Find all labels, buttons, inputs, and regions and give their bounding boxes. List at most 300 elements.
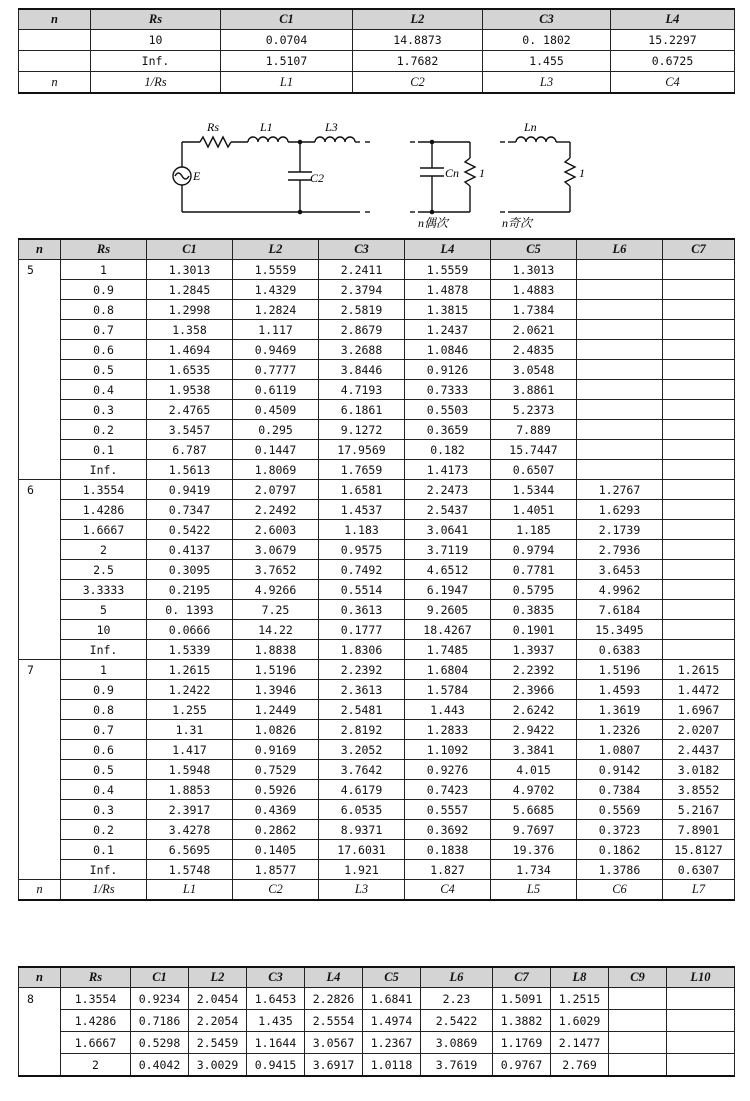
table-cell: 1.1769 xyxy=(493,1032,551,1054)
header-cell: L4 xyxy=(405,239,491,260)
table-cell: 0.1 xyxy=(61,840,147,860)
table-cell: 1.6841 xyxy=(363,988,421,1010)
table-cell: 1.1092 xyxy=(405,740,491,760)
table-cell: 1.3619 xyxy=(577,700,663,720)
table-cell: 15.8127 xyxy=(663,840,735,860)
n-cell: 8 xyxy=(19,988,61,1010)
footer-cell: L3 xyxy=(483,72,611,94)
table-cell xyxy=(663,420,735,440)
table-cell: 2.0454 xyxy=(189,988,247,1010)
table-cell xyxy=(663,500,735,520)
table-cell xyxy=(609,1054,667,1077)
table-cell: 0.7781 xyxy=(491,560,577,580)
table-cell: 1.7659 xyxy=(319,460,405,480)
table-cell: 0.1405 xyxy=(233,840,319,860)
table-row xyxy=(19,340,735,360)
table-cell: 1.0826 xyxy=(233,720,319,740)
table-cell xyxy=(577,320,663,340)
table-cell: 1.4883 xyxy=(491,280,577,300)
table-cell: 0.8 xyxy=(61,300,147,320)
table-cell xyxy=(663,520,735,540)
n-cell xyxy=(19,520,61,540)
table-row xyxy=(19,580,735,600)
table-cell: 1.5196 xyxy=(233,660,319,680)
table-cell xyxy=(577,300,663,320)
table-cell: 1.3554 xyxy=(61,480,147,500)
table-cell xyxy=(663,280,735,300)
footer-cell: 1/Rs xyxy=(61,880,147,901)
table-cell: 1.443 xyxy=(405,700,491,720)
n-cell xyxy=(19,760,61,780)
table-1 xyxy=(18,8,735,94)
table-cell xyxy=(663,480,735,500)
table-cell xyxy=(663,320,735,340)
table-cell: 1.4974 xyxy=(363,1010,421,1032)
table-cell: 0.295 xyxy=(233,420,319,440)
table-row xyxy=(19,500,735,520)
header-cell: C3 xyxy=(483,9,611,30)
table-cell: 0.0666 xyxy=(147,620,233,640)
table-cell: 0.3723 xyxy=(577,820,663,840)
table-row xyxy=(19,600,735,620)
table-cell xyxy=(663,340,735,360)
table-cell: 1.4472 xyxy=(663,680,735,700)
header-cell: L2 xyxy=(189,967,247,988)
n-cell xyxy=(19,440,61,460)
table-3-body xyxy=(19,988,735,1077)
table-cell: 0.5298 xyxy=(131,1032,189,1054)
table-cell: 1.5091 xyxy=(493,988,551,1010)
label-load-even: 1 xyxy=(479,166,485,180)
table-cell: 0.9415 xyxy=(247,1054,305,1077)
header-cell: L4 xyxy=(611,9,735,30)
table-cell: 2.5437 xyxy=(405,500,491,520)
table-cell: 0.9575 xyxy=(319,540,405,560)
table-row xyxy=(19,560,735,580)
table-cell: 2.3917 xyxy=(147,800,233,820)
table-row xyxy=(19,840,735,860)
table-cell xyxy=(577,440,663,460)
table-cell: 0.1862 xyxy=(577,840,663,860)
table-cell: 1.3946 xyxy=(233,680,319,700)
table-cell: 1.2515 xyxy=(551,988,609,1010)
label-ln: Ln xyxy=(524,120,537,134)
label-cn: Cn xyxy=(445,166,460,180)
table-row xyxy=(19,988,735,1010)
table-cell: 1.8853 xyxy=(147,780,233,800)
header-cell: L4 xyxy=(305,967,363,988)
n-cell xyxy=(19,640,61,660)
table-cell: 2.5819 xyxy=(319,300,405,320)
table-cell: 0.5503 xyxy=(405,400,491,420)
table-cell: 0.7 xyxy=(61,720,147,740)
table-cell: 1.3937 xyxy=(491,640,577,660)
table-cell: 19.376 xyxy=(491,840,577,860)
table-cell: 3.8552 xyxy=(663,780,735,800)
header-cell: n xyxy=(19,239,61,260)
n-cell xyxy=(19,600,61,620)
table-cell: 0.3659 xyxy=(405,420,491,440)
table-cell: 0.7347 xyxy=(147,500,233,520)
table-3 xyxy=(18,966,735,1077)
table-cell: 1.2422 xyxy=(147,680,233,700)
table-cell xyxy=(663,360,735,380)
table-cell xyxy=(663,300,735,320)
header-cell: C1 xyxy=(131,967,189,988)
table-cell: 1.3554 xyxy=(61,988,131,1010)
n-cell xyxy=(19,740,61,760)
header-cell: n xyxy=(19,967,61,988)
table-row xyxy=(19,760,735,780)
table-cell: 1.4329 xyxy=(233,280,319,300)
header-cell: C9 xyxy=(609,967,667,988)
table-cell: 3.5457 xyxy=(147,420,233,440)
label-n-odd: n奇次 xyxy=(502,216,533,230)
table-cell: 2.2492 xyxy=(233,500,319,520)
table-cell: 3.0679 xyxy=(233,540,319,560)
table-cell: 17.9569 xyxy=(319,440,405,460)
table-cell: 2.2473 xyxy=(405,480,491,500)
table-cell: 1.2845 xyxy=(147,280,233,300)
table-cell: 3.7619 xyxy=(421,1054,493,1077)
table-cell: 0.4509 xyxy=(233,400,319,420)
table-cell: 0.9419 xyxy=(147,480,233,500)
table-row xyxy=(19,860,735,880)
table-row xyxy=(19,400,735,420)
header-cell: L10 xyxy=(667,967,735,988)
table-cell: 1.435 xyxy=(247,1010,305,1032)
table-cell: 0.5926 xyxy=(233,780,319,800)
header-cell: C5 xyxy=(363,967,421,988)
table-row xyxy=(19,300,735,320)
footer-cell: L1 xyxy=(221,72,353,94)
table-cell: 1.4694 xyxy=(147,340,233,360)
table-cell: 5 xyxy=(61,600,147,620)
table-cell: 0.4042 xyxy=(131,1054,189,1077)
table-cell: 0.5569 xyxy=(577,800,663,820)
ladder-circuit-diagram xyxy=(160,116,600,231)
footer-cell: n xyxy=(19,72,91,94)
table-cell: 0.5557 xyxy=(405,800,491,820)
table-cell: 2.7936 xyxy=(577,540,663,560)
table-cell xyxy=(609,988,667,1010)
table-1-header xyxy=(19,9,735,30)
table-cell: 1.5107 xyxy=(221,51,353,72)
n-cell xyxy=(19,1010,61,1032)
footer-cell: L3 xyxy=(319,880,405,901)
n-cell xyxy=(19,540,61,560)
table-cell: 0.3835 xyxy=(491,600,577,620)
table-cell: 1.2767 xyxy=(577,480,663,500)
table-cell xyxy=(577,340,663,360)
table-cell: 1.117 xyxy=(233,320,319,340)
n-cell xyxy=(19,820,61,840)
table-cell xyxy=(663,380,735,400)
footer-cell: L1 xyxy=(147,880,233,901)
table-row xyxy=(19,440,735,460)
table-cell: 2.3966 xyxy=(491,680,577,700)
table-cell: 7.8901 xyxy=(663,820,735,840)
table-cell: 0.7777 xyxy=(233,360,319,380)
table-cell: 0.5514 xyxy=(319,580,405,600)
table-cell: 0.7333 xyxy=(405,380,491,400)
n-cell xyxy=(19,380,61,400)
table-cell: 0.8 xyxy=(61,700,147,720)
table-cell: 2.2411 xyxy=(319,260,405,280)
header-cell: C3 xyxy=(247,967,305,988)
table-cell: 0.4369 xyxy=(233,800,319,820)
table-cell: 0. 1393 xyxy=(147,600,233,620)
table-row xyxy=(19,820,735,840)
table-cell: 1.2326 xyxy=(577,720,663,740)
table-cell: 0.7529 xyxy=(233,760,319,780)
table-row xyxy=(19,30,735,51)
table-row xyxy=(19,1010,735,1032)
table-cell: 1.2367 xyxy=(363,1032,421,1054)
table-row xyxy=(19,360,735,380)
n-cell xyxy=(19,860,61,880)
table-cell: Inf. xyxy=(61,460,147,480)
table-2-footer xyxy=(19,880,735,901)
table-cell: 1.31 xyxy=(147,720,233,740)
n-cell xyxy=(19,280,61,300)
table-row xyxy=(19,540,735,560)
table-cell: 2.8679 xyxy=(319,320,405,340)
table-row xyxy=(19,640,735,660)
table-cell: 5.6685 xyxy=(491,800,577,820)
table-cell: 0.6507 xyxy=(491,460,577,480)
table-cell: 0.9794 xyxy=(491,540,577,560)
table-cell: 1.4593 xyxy=(577,680,663,700)
table-cell: 1.734 xyxy=(491,860,577,880)
table-cell: 0.9 xyxy=(61,280,147,300)
table-cell: 0.1447 xyxy=(233,440,319,460)
footer-cell: C4 xyxy=(405,880,491,901)
table-cell: 1.6293 xyxy=(577,500,663,520)
table-cell xyxy=(663,580,735,600)
label-n-even: n偶次 xyxy=(418,216,449,230)
n-cell: 7 xyxy=(19,660,61,680)
table-cell: Inf. xyxy=(91,51,221,72)
table-cell: 2.0621 xyxy=(491,320,577,340)
n-cell xyxy=(19,420,61,440)
table-row xyxy=(19,620,735,640)
header-cell: C1 xyxy=(147,239,233,260)
table-cell: 2.1739 xyxy=(577,520,663,540)
table-cell: 1.9538 xyxy=(147,380,233,400)
table-row xyxy=(19,740,735,760)
table-cell: 0.2 xyxy=(61,420,147,440)
table-cell xyxy=(577,400,663,420)
footer-cell: 1/Rs xyxy=(91,72,221,94)
table-cell: 4.9266 xyxy=(233,580,319,600)
table-cell: 3.8446 xyxy=(319,360,405,380)
table-cell: 14.8873 xyxy=(353,30,483,51)
n-cell xyxy=(19,460,61,480)
table-cell: 2.4835 xyxy=(491,340,577,360)
table-3-header xyxy=(19,967,735,988)
table-cell: 10 xyxy=(61,620,147,640)
table-cell: 3.0567 xyxy=(305,1032,363,1054)
table-cell: 0.3 xyxy=(61,400,147,420)
table-row xyxy=(19,380,735,400)
table-cell: 1.827 xyxy=(405,860,491,880)
table-cell: 10 xyxy=(91,30,221,51)
n-cell xyxy=(19,360,61,380)
table-cell: 1.4051 xyxy=(491,500,577,520)
table-cell: 0.2862 xyxy=(233,820,319,840)
table-cell: 0.7186 xyxy=(131,1010,189,1032)
table-row xyxy=(19,780,735,800)
table-cell xyxy=(663,640,735,660)
table-cell xyxy=(667,1032,735,1054)
n-cell xyxy=(19,620,61,640)
n-cell xyxy=(19,780,61,800)
table-cell: 17.6031 xyxy=(319,840,405,860)
table-cell: 0.9234 xyxy=(131,988,189,1010)
table-row xyxy=(19,520,735,540)
table-cell: 1.455 xyxy=(483,51,611,72)
table-cell: 0.6725 xyxy=(611,51,735,72)
table-cell: 0.1 xyxy=(61,440,147,460)
table-cell: 4.9962 xyxy=(577,580,663,600)
table-cell: 0.7384 xyxy=(577,780,663,800)
table-cell: 1.0807 xyxy=(577,740,663,760)
table-cell: 0.7 xyxy=(61,320,147,340)
table-cell: 1.8838 xyxy=(233,640,319,660)
table-cell: 0.6 xyxy=(61,740,147,760)
table-cell xyxy=(667,988,735,1010)
table-cell: 18.4267 xyxy=(405,620,491,640)
table-cell: 2.8192 xyxy=(319,720,405,740)
table-cell: 0.3 xyxy=(61,800,147,820)
table-cell: 0.2 xyxy=(61,820,147,840)
header-cell: L2 xyxy=(233,239,319,260)
table-cell: 1.921 xyxy=(319,860,405,880)
table-cell: 0.7492 xyxy=(319,560,405,580)
table-cell: 0.9126 xyxy=(405,360,491,380)
table-cell xyxy=(663,560,735,580)
table-cell: 3.6917 xyxy=(305,1054,363,1077)
table-cell: 6.1947 xyxy=(405,580,491,600)
table-cell: 0.3613 xyxy=(319,600,405,620)
table-cell: 4.6512 xyxy=(405,560,491,580)
table-cell: 15.3495 xyxy=(577,620,663,640)
table-cell: 1.8306 xyxy=(319,640,405,660)
table-row xyxy=(19,800,735,820)
table-cell: 2.5459 xyxy=(189,1032,247,1054)
table-cell: 0.4 xyxy=(61,780,147,800)
table-row xyxy=(19,51,735,72)
table-cell: 14.22 xyxy=(233,620,319,640)
table-cell: 2.5554 xyxy=(305,1010,363,1032)
label-load-odd: 1 xyxy=(579,166,585,180)
table-cell: 0.1901 xyxy=(491,620,577,640)
footer-cell: C2 xyxy=(233,880,319,901)
footer-cell: C4 xyxy=(611,72,735,94)
table-cell: 0.9169 xyxy=(233,740,319,760)
table-cell: 0.182 xyxy=(405,440,491,460)
table-row xyxy=(19,460,735,480)
label-l3: L3 xyxy=(325,120,338,134)
table-cell: 1.6667 xyxy=(61,1032,131,1054)
table-cell: 0.9142 xyxy=(577,760,663,780)
table-cell: 2.769 xyxy=(551,1054,609,1077)
header-cell: L2 xyxy=(353,9,483,30)
table-cell: 1.2615 xyxy=(147,660,233,680)
table-cell: 1.2449 xyxy=(233,700,319,720)
table-cell xyxy=(577,420,663,440)
table-cell: 1.358 xyxy=(147,320,233,340)
table-cell: 2.6242 xyxy=(491,700,577,720)
header-cell: n xyxy=(19,9,91,30)
table-cell: 1.183 xyxy=(319,520,405,540)
table-cell: 1.3815 xyxy=(405,300,491,320)
table-cell: 0.4 xyxy=(61,380,147,400)
n-cell xyxy=(19,560,61,580)
table-cell xyxy=(19,51,91,72)
table-cell xyxy=(19,30,91,51)
n-cell: 6 xyxy=(19,480,61,500)
table-row xyxy=(19,280,735,300)
table-cell: 5.2167 xyxy=(663,800,735,820)
table-cell: Inf. xyxy=(61,860,147,880)
table-cell: 2.4765 xyxy=(147,400,233,420)
table-cell: 1.3882 xyxy=(493,1010,551,1032)
table-1-footer xyxy=(19,72,735,94)
table-row xyxy=(19,480,735,500)
table-cell: 0.5795 xyxy=(491,580,577,600)
table-cell: 9.7697 xyxy=(491,820,577,840)
table-cell xyxy=(609,1032,667,1054)
table-cell: 2 xyxy=(61,540,147,560)
table-cell: 1.2824 xyxy=(233,300,319,320)
table-cell: 0. 1802 xyxy=(483,30,611,51)
table-cell: 2.1477 xyxy=(551,1032,609,1054)
table-cell xyxy=(577,380,663,400)
table-cell: 3.0869 xyxy=(421,1032,493,1054)
table-cell: 0.5 xyxy=(61,760,147,780)
header-cell: C7 xyxy=(663,239,735,260)
table-cell: 9.1272 xyxy=(319,420,405,440)
header-cell: Rs xyxy=(91,9,221,30)
table-cell: 1.6804 xyxy=(405,660,491,680)
label-c2: C2 xyxy=(310,171,325,185)
table-row xyxy=(19,1032,735,1054)
table-cell: 1.0118 xyxy=(363,1054,421,1077)
table-row xyxy=(19,680,735,700)
table-cell: 3.2052 xyxy=(319,740,405,760)
table-cell: 1.7682 xyxy=(353,51,483,72)
n-cell xyxy=(19,680,61,700)
table-cell: 1.4286 xyxy=(61,1010,131,1032)
n-cell xyxy=(19,500,61,520)
table-cell: 1.255 xyxy=(147,700,233,720)
header-cell: L8 xyxy=(551,967,609,988)
table-cell: 0.6 xyxy=(61,340,147,360)
n-cell xyxy=(19,320,61,340)
header-cell: L6 xyxy=(577,239,663,260)
footer-cell: C6 xyxy=(577,880,663,901)
table-cell xyxy=(663,460,735,480)
table-cell: 1.5559 xyxy=(405,260,491,280)
table-cell: 1.5339 xyxy=(147,640,233,660)
table-cell xyxy=(577,360,663,380)
table-cell: 1.6581 xyxy=(319,480,405,500)
table-2 xyxy=(18,238,735,901)
table-row xyxy=(19,260,735,280)
table-cell: 1.6967 xyxy=(663,700,735,720)
